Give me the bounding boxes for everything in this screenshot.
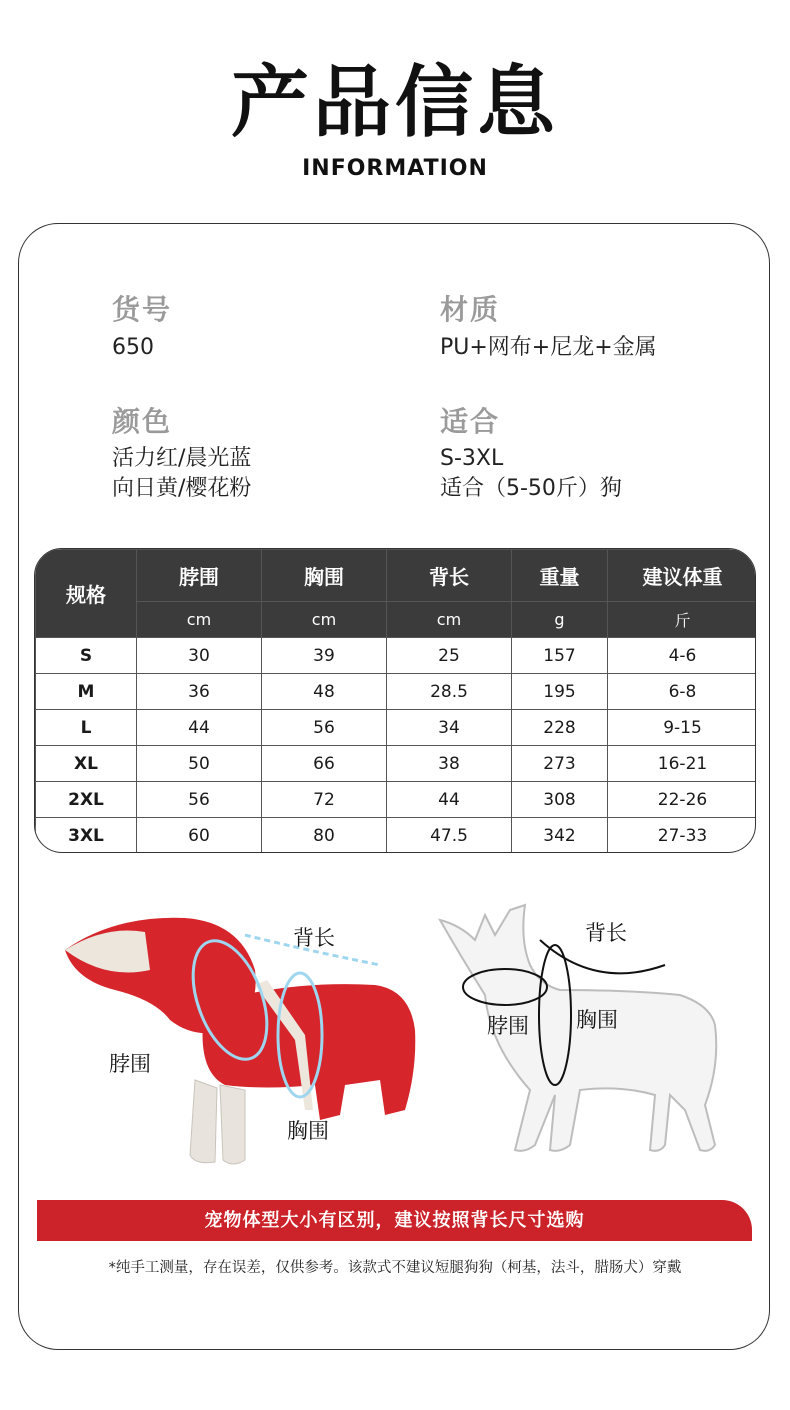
table-row (36, 710, 757, 746)
dog-outline-illustration (430, 895, 730, 1175)
value-cell: 157 (512, 638, 608, 674)
value-cell: 50 (137, 746, 262, 782)
value-cell: 6-8 (608, 674, 757, 710)
table-header-suggested-weight: 建议体重 (608, 550, 757, 602)
table-row (36, 818, 757, 854)
raincoat-illustration (55, 910, 425, 1180)
value-cell: 25 (387, 638, 512, 674)
table-row (36, 746, 757, 782)
value-cell: 80 (262, 818, 387, 854)
table-row (36, 782, 757, 818)
table-header-size: 规格 (36, 550, 137, 638)
table-unit: g (512, 602, 608, 638)
table-header-weight: 重量 (512, 550, 608, 602)
value-cell: 44 (387, 782, 512, 818)
size-cell: M (36, 674, 137, 710)
size-cell: L (36, 710, 137, 746)
value-cell: 195 (512, 674, 608, 710)
item-no-label: 货号 (112, 293, 173, 326)
material-label: 材质 (440, 293, 501, 326)
fit-label: 适合 (440, 405, 501, 438)
size-cell: 2XL (36, 782, 137, 818)
value-cell: 48 (262, 674, 387, 710)
material-value: PU+网布+尼龙+金属 (440, 335, 657, 360)
value-cell: 60 (137, 818, 262, 854)
value-cell: 22-26 (608, 782, 757, 818)
table-unit: cm (262, 602, 387, 638)
sizing-advice-banner: 宠物体型大小有区别，建议按照背长尺寸选购 (37, 1200, 752, 1241)
value-cell: 342 (512, 818, 608, 854)
value-cell: 47.5 (387, 818, 512, 854)
size-cell: XL (36, 746, 137, 782)
size-cell: S (36, 638, 137, 674)
page-subtitle: INFORMATION (302, 156, 488, 181)
value-cell: 34 (387, 710, 512, 746)
left-neck-label: 脖围 (109, 1052, 151, 1076)
value-cell: 66 (262, 746, 387, 782)
item-no-value: 650 (112, 335, 154, 360)
fit-value: S-3XL 适合（5-50斤）狗 (440, 446, 622, 501)
measurement-note: *纯手工测量，存在误差，仅供参考。该款式不建议短腿狗狗（柯基，法斗，腊肠犬）穿戴 (108, 1260, 682, 1276)
size-table (34, 548, 756, 853)
table-header-neck: 脖围 (137, 550, 262, 602)
page-title: 产品信息 (230, 58, 559, 148)
value-cell: 228 (512, 710, 608, 746)
table-unit: cm (137, 602, 262, 638)
color-label: 颜色 (112, 405, 173, 438)
value-cell: 27-33 (608, 818, 757, 854)
value-cell: 56 (262, 710, 387, 746)
value-cell: 16-21 (608, 746, 757, 782)
raincoat-leg-front-left (190, 1080, 217, 1163)
size-cell: 3XL (36, 818, 137, 854)
value-cell: 56 (137, 782, 262, 818)
value-cell: 308 (512, 782, 608, 818)
right-back-length-label: 背长 (585, 921, 627, 945)
value-cell: 273 (512, 746, 608, 782)
table-header-chest: 胸围 (262, 550, 387, 602)
value-cell: 39 (262, 638, 387, 674)
left-chest-label: 胸围 (287, 1119, 329, 1143)
right-neck-label: 脖围 (487, 1014, 529, 1038)
value-cell: 36 (137, 674, 262, 710)
value-cell: 72 (262, 782, 387, 818)
value-cell: 44 (137, 710, 262, 746)
table-unit: 斤 (608, 602, 757, 638)
value-cell: 4-6 (608, 638, 757, 674)
raincoat-hood (65, 918, 256, 1034)
left-back-length-label: 背长 (293, 926, 335, 950)
value-cell: 9-15 (608, 710, 757, 746)
raincoat-leg-front-right (220, 1085, 245, 1164)
value-cell: 28.5 (387, 674, 512, 710)
table-unit: cm (387, 602, 512, 638)
table-row (36, 674, 757, 710)
color-value: 活力红/晨光蓝 向日黄/樱花粉 (112, 446, 252, 501)
table-row (36, 638, 757, 674)
value-cell: 30 (137, 638, 262, 674)
table-header-back: 背长 (387, 550, 512, 602)
value-cell: 38 (387, 746, 512, 782)
right-chest-label: 胸围 (576, 1008, 618, 1032)
